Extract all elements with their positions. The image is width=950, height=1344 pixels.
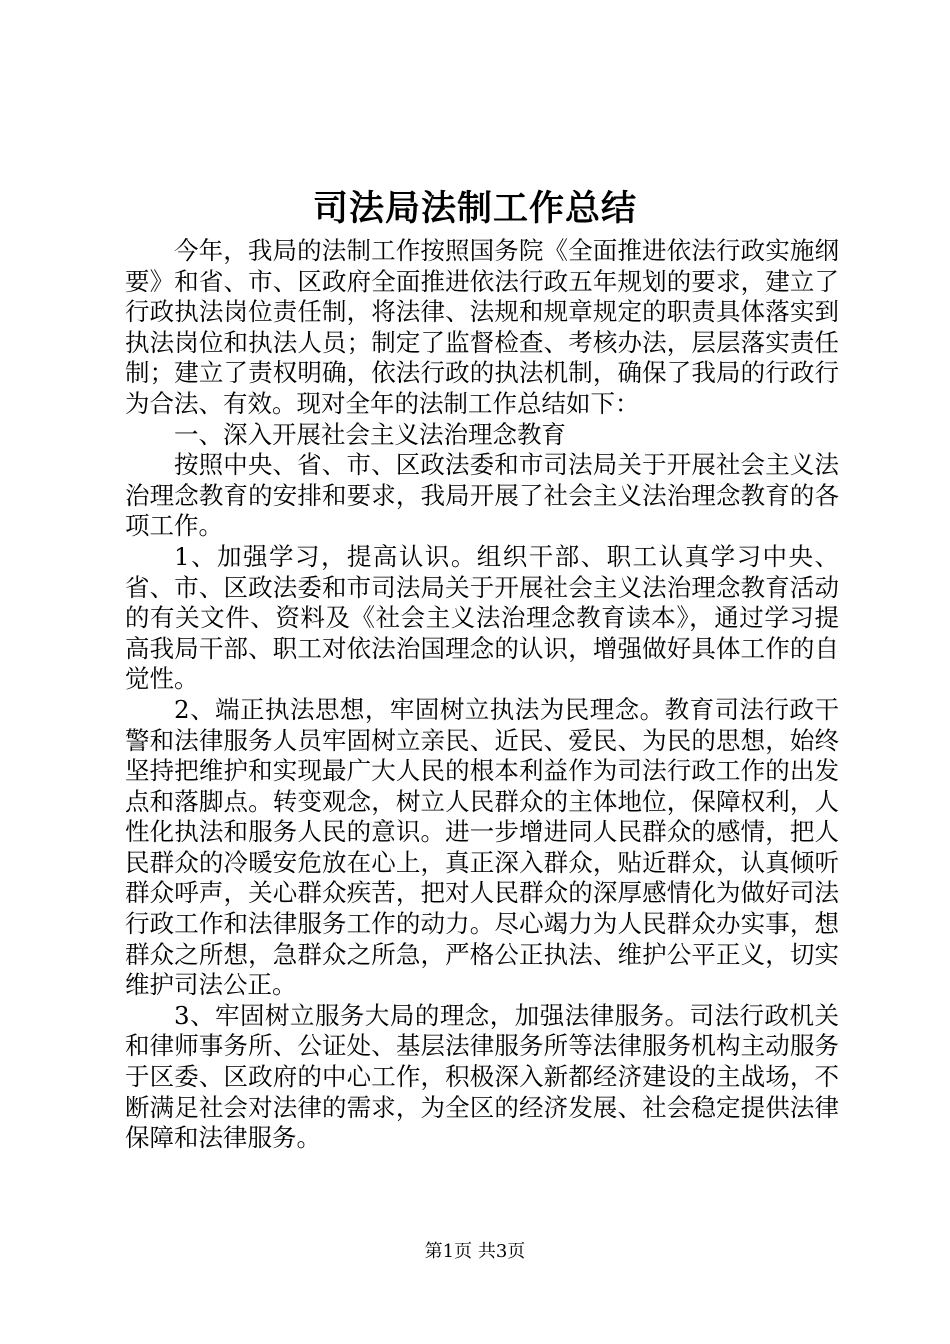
item-paragraph-2: 2、端正执法思想，牢固树立执法为民理念。教育司法行政干警和法律服务人员牢固树立亲民、近民、爱民、为民的思想，始终坚持把维护和实现最广大人民的根本利益作为司法行政工作的出发点和落脚点。转变观念，树立人民群众的主体地位，保障权利，人性化执法和服务人民的意识。进一步增进同人民群众的感情，把人民群众的冷暖安危放在心上，真正深入群众，贴近群众，认真倾听群众呼声，关心群众疾苦，把对人民群众的深厚感情化为做好司法行政工作和法律服务工作的动力。尽心竭力为人民群众办实事，想群众之所想，急群众之所急，严格公正执法、维护公平正义，切实维护司法公正。 (125, 694, 839, 1000)
item-paragraph-3: 3、牢固树立服务大局的理念，加强法律服务。司法行政机关和律师事务所、公证处、基层法律服务所等法律服务机构主动服务于区委、区政府的中心工作，积极深入新都经济建设的主战场，不断满足社会对法律的需求，为全区的经济发展、社会稳定提供法律保障和法律服务。 (125, 1000, 839, 1153)
intro-paragraph: 今年，我局的法制工作按照国务院《全面推进依法行政实施纲要》和省、市、区政府全面推进依法行政五年规划的要求，建立了行政执法岗位责任制，将法律、法规和规章规定的职责具体落实到执法岗位和执法人员；制定了监督检查、考核办法，层层落实责任制；建立了责权明确，依法行政的执法机制，确保了我局的行政行为合法、有效。现对全年的法制工作总结如下： (125, 236, 839, 418)
document-body (125, 236, 839, 1154)
page-number-footer: 第1页 共3页 (424, 1241, 526, 1262)
item-paragraph-1: 1、加强学习，提高认识。组织干部、职工认真学习中央、省、市、区政法委和市司法局关于开展社会主义法治理念教育活动的有关文件、资料及《社会主义法治理念教育读本》，通过学习提高我局干部、职工对依法治国理念的认识，增强做好具体工作的自觉性。 (125, 541, 839, 694)
section-heading: 一、深入开展社会主义法治理念教育 (174, 419, 566, 449)
section-paragraph: 按照中央、省、市、区政法委和市司法局关于开展社会主义法治理念教育的安排和要求，我局开展了社会主义法治理念教育的各项工作。 (125, 450, 839, 541)
document-title: 司法局法制工作总结 (312, 188, 637, 229)
